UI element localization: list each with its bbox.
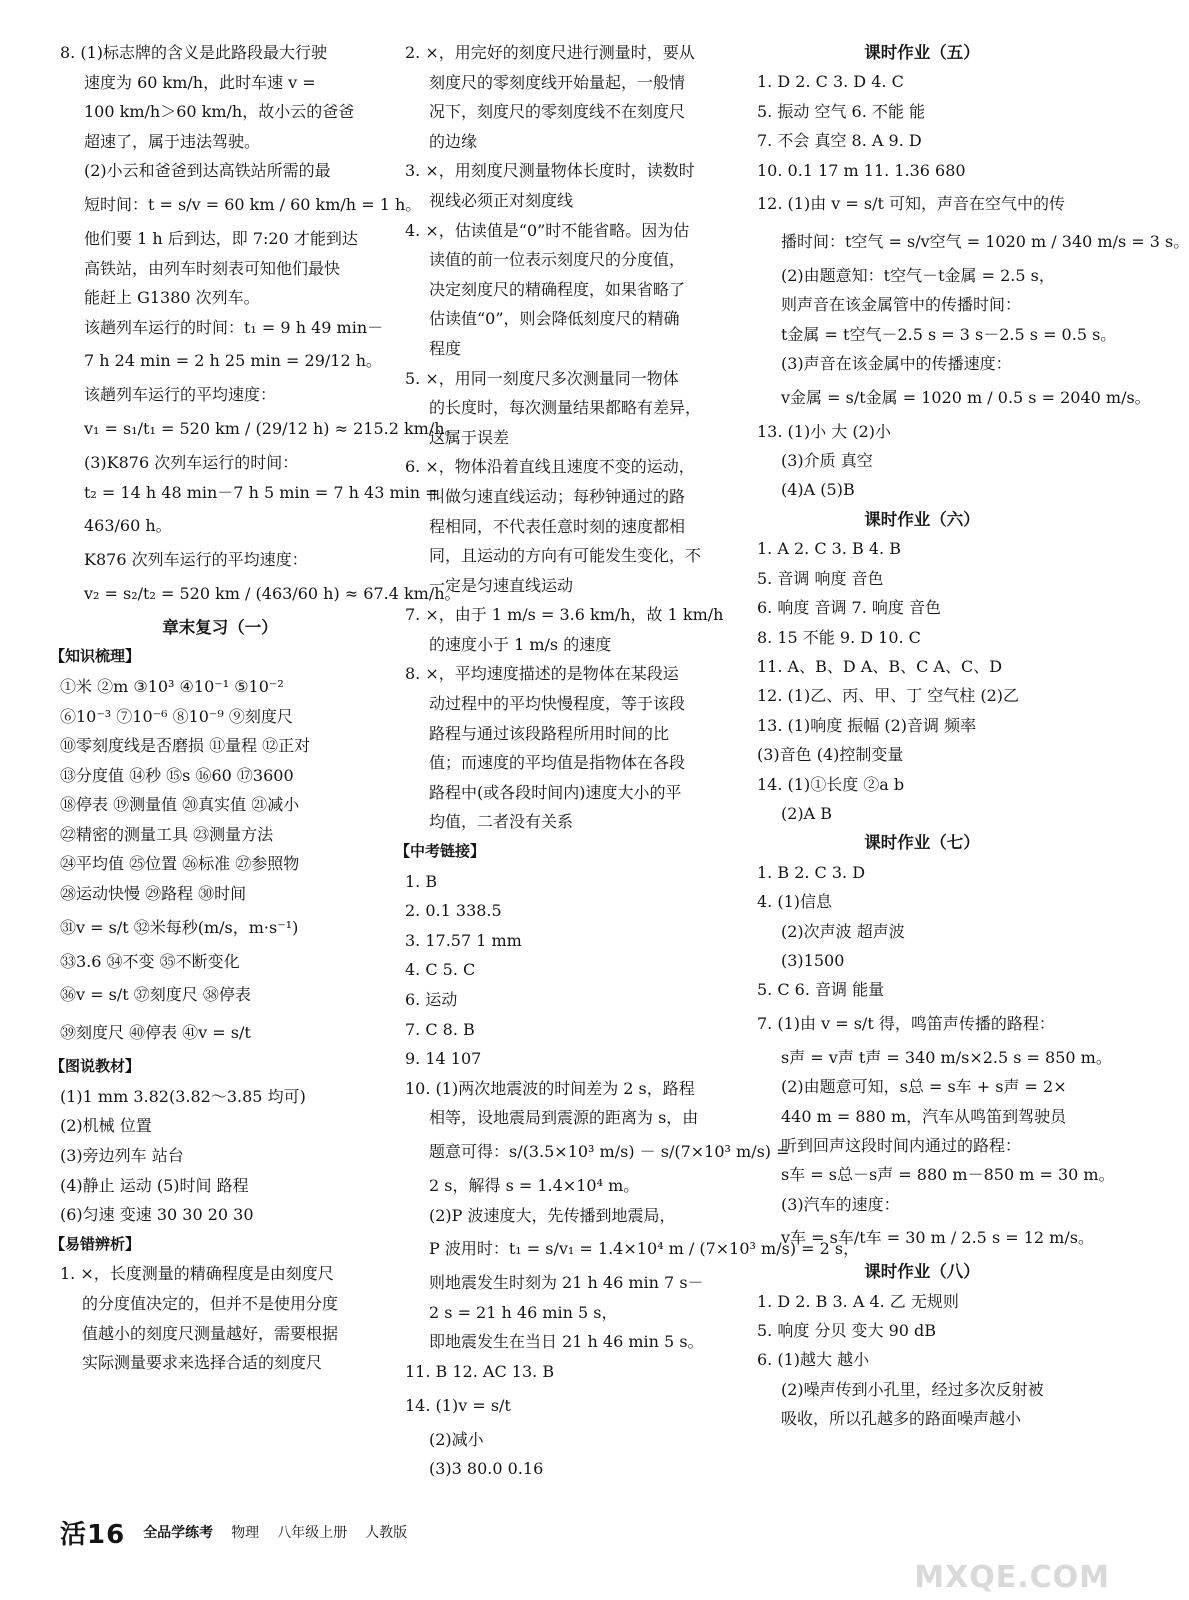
answer-line: 一定是匀速直线运动 [429, 575, 574, 595]
answer-line: 能赶上 G1380 次列车。 [84, 288, 260, 308]
answer-line: s车 = s总－s声 = 880 m－850 m = 30 m。 [781, 1165, 1115, 1185]
answer-line: 14. (1)v = s/t [405, 1395, 511, 1415]
answer-line: 3. ×，用刻度尺测量物体长度时，读数时 [405, 161, 695, 181]
answer-line: 6. (1)越大 越小 [757, 1350, 870, 1370]
answer-line: 7. C 8. B [405, 1019, 475, 1039]
answer-line: v₁ = s₁/t₁ = 520 km / (29/12 h) ≈ 215.2 km/h。 [84, 418, 461, 438]
answer-line: 吸收，所以孔越多的路面噪声越小 [781, 1409, 1022, 1429]
answer-line: 均值，二者没有关系 [429, 812, 574, 832]
answer-line: ⑩零刻度线是否磨损 ⑪量程 ⑫正对 [60, 736, 311, 756]
answer-line: 1. D 2. C 3. D 4. C [757, 72, 904, 92]
answer-line: 程相同，不代表任意时刻的速度都相 [429, 516, 686, 536]
answer-line: 1. ×，长度测量的精确程度是由刻度尺 [60, 1264, 334, 1284]
answer-line: ⑱停表 ⑲测量值 ⑳真实值 ㉑减小 [60, 795, 300, 815]
answer-line: 6. 响度 音调 7. 响度 音色 [757, 598, 941, 618]
answer-line: (4)静止 运动 (5)时间 路程 [60, 1175, 249, 1195]
answer-line: 路程与通过该段路程所用时间的比 [429, 723, 670, 743]
answer-line: 2 s，解得 s = 1.4×10⁴ m。 [429, 1175, 640, 1195]
answer-line: 5. ×，用同一刻度尺多次测量同一物体 [405, 368, 679, 388]
answer-line: (2)减小 [429, 1429, 484, 1449]
answer-line: 11. A、B、D A、B、C A、C、D [757, 656, 1003, 676]
answer-line: 程度 [429, 338, 462, 358]
answer-line: (3)旁边列车 站台 [60, 1146, 184, 1166]
answer-line: 7. (1)由 v = s/t 得，鸣笛声传播的路程： [757, 1013, 1055, 1033]
answer-line: (2)次声波 超声波 [781, 921, 905, 941]
answer-line: (3)介质 真空 [781, 451, 873, 471]
answer-line: 视线必须正对刻度线 [429, 190, 574, 210]
answer-line: 则声音在该金属管中的传播时间： [781, 295, 1022, 315]
answer-line: 6. 运动 [405, 990, 458, 1009]
answer-line: ㉝3.6 ㉞不变 ㉟不断变化 [60, 951, 240, 971]
subsection-heading: 【中考链接】 [395, 842, 486, 861]
subject-label: 物理 [231, 1525, 260, 1541]
page-number: 活16 [60, 1519, 126, 1550]
answer-line: 13. (1)响度 振幅 (2)音调 频率 [757, 715, 977, 735]
answer-line: 5. 音调 响度 音色 [757, 568, 884, 588]
answer-line: 2. ×，用完好的刻度尺进行测量时，要从 [405, 43, 695, 62]
answer-line: 路程中(或各段时间内)速度大小的平 [429, 782, 682, 802]
answer-line: 估读值“0”，则会降低刻度尺的精确 [429, 309, 680, 329]
answer-line: v金属 = s/t金属 = 1020 m / 0.5 s = 2040 m/s。 [781, 387, 1151, 407]
page-footer [60, 1512, 580, 1552]
answer-line: 刻度尺的零刻度线开始量起，一般情 [429, 72, 686, 92]
answer-line: 读值的前一位表示刻度尺的分度值， [429, 250, 686, 270]
answer-line: 短时间：t = s/v = 60 km / 60 km/h = 1 h。 [84, 194, 422, 214]
answer-line: 7. ×，由于 1 m/s = 3.6 km/h，故 1 km/h [405, 605, 724, 625]
answer-line: (3)声音在该金属中的传播速度： [781, 354, 1012, 374]
answer-line: 440 m = 880 m，汽车从鸣笛到驾驶员 [781, 1106, 1067, 1126]
answer-line: ①米 ②m ③10³ ④10⁻¹ ⑤10⁻² [60, 676, 284, 696]
subsection-heading: 【图说教材】 [50, 1057, 141, 1076]
answer-line: 7. 不会 真空 8. A 9. D [757, 131, 922, 151]
answer-line: 高铁站，由列车时刻表可知他们最快 [84, 258, 341, 278]
answer-line: 1. B 2. C 3. D [757, 862, 866, 882]
answer-line: 463/60 h。 [84, 516, 172, 536]
answer-line: v₂ = s₂/t₂ = 520 km / (463/60 h) ≈ 67.4 km/h。 [84, 583, 461, 603]
answer-line: 12. (1)乙、丙、甲、丁 空气柱 (2)乙 [757, 686, 1020, 706]
answer-line: 10. 0.1 17 m 11. 1.36 680 [757, 160, 966, 180]
answer-column-3 [757, 38, 1189, 1434]
answer-line: (3)3 80.0 0.16 [429, 1459, 544, 1479]
answer-line: ㊱v = s/t ㊲刻度尺 ㊳停表 [60, 985, 251, 1005]
section-heading: 课时作业（五） [864, 43, 980, 62]
answer-line: P 波用时：t₁ = s/v₁ = 1.4×10⁴ m / (7×10³ m/s) = 2 s， [429, 1239, 860, 1259]
answer-line: 速度为 60 km/h，此时车速 v = [84, 72, 316, 92]
answer-line: 10. (1)两次地震波的时间差为 2 s，路程 [405, 1078, 695, 1098]
answer-line: ⑬分度值 ⑭秒 ⑮s ⑯60 ⑰3600 [60, 765, 294, 785]
answer-line: 题意可得：s/(3.5×10³ m/s) － s/(7×10³ m/s) = [429, 1141, 790, 1161]
answer-line: 9. 14 107 [405, 1049, 482, 1069]
answer-line: 2. 0.1 338.5 [405, 901, 502, 921]
answer-line: (2)由题意知：t空气－t金属 = 2.5 s， [781, 266, 1055, 286]
answer-line: (4)A (5)B [781, 480, 855, 500]
grade-label: 八年级上册 [277, 1525, 348, 1541]
section-heading: 课时作业（八） [864, 1262, 980, 1282]
answer-line: 该趟列车运行的平均速度： [84, 385, 277, 405]
answer-line: 的分度值决定的，但并不是使用分度 [82, 1294, 339, 1313]
answer-line: 2 s = 21 h 46 min 5 s， [429, 1302, 618, 1322]
answer-line: 的速度小于 1 m/s 的速度 [429, 634, 612, 654]
answer-line: s声 = v声 t声 = 340 m/s×2.5 s = 850 m。 [781, 1047, 1112, 1067]
answer-line: 12. (1)由 v = s/t 可知，声音在空气中的传 [757, 194, 1066, 214]
answer-line: 相等，设地震局到震源的距离为 s，由 [429, 1108, 699, 1128]
answer-line: 这属于误差 [429, 427, 510, 447]
answer-line: 值越小的刻度尺测量越好，需要根据 [82, 1323, 339, 1343]
answer-line: 11. B 12. AC 13. B [405, 1361, 555, 1381]
section-heading: 课时作业（七） [864, 833, 980, 853]
section-heading: 章末复习（一） [162, 617, 278, 637]
answer-line: (3)音色 (4)控制变量 [757, 745, 904, 765]
edition-label: 人教版 [365, 1525, 408, 1541]
answer-line: ⑥10⁻³ ⑦10⁻⁶ ⑧10⁻⁹ ⑨刻度尺 [60, 706, 293, 726]
answer-line: (1)1 mm 3.82(3.82～3.85 均可) [60, 1086, 306, 1106]
answer-line: 超速了，属于违法驾驶。 [84, 131, 261, 151]
answer-line: (3)汽车的速度： [781, 1194, 900, 1214]
answer-line: 4. (1)信息 [757, 892, 833, 912]
answer-line: ㉔平均值 ㉕位置 ㉖标准 ㉗参照物 [60, 854, 300, 874]
answer-line: 5. 响度 分贝 变大 90 dB [757, 1321, 937, 1341]
answer-line: 4. C 5. C [405, 960, 476, 980]
answer-line: (2)机械 位置 [60, 1116, 152, 1136]
answer-line: (3)1500 [781, 950, 845, 970]
answer-line: (2)A B [781, 803, 833, 823]
answer-line: 5. C 6. 音调 能量 [757, 980, 885, 1000]
answer-line: ㉒精密的测量工具 ㉓测量方法 [60, 824, 274, 844]
answer-line: ㉘运动快慢 ㉙路程 ㉚时间 [60, 884, 247, 904]
answer-line: (2)小云和爸爸到达高铁站所需的最 [84, 161, 331, 181]
subsection-heading: 【易错辨析】 [50, 1234, 141, 1253]
answer-line: 决定刻度尺的精确程度，如果省略了 [429, 279, 686, 299]
answer-line: 100 km/h＞60 km/h，故小云的爸爸 [84, 102, 355, 122]
answer-line: (2)P 波速度大，先传播到地震局， [429, 1205, 676, 1225]
watermark: MXQE.COM [914, 1560, 1110, 1595]
answer-line: K876 次列车运行的平均速度： [84, 550, 308, 570]
answer-line: 值；而速度的平均值是指物体在各段 [429, 753, 686, 773]
answer-line: 14. (1)①长度 ②a b [757, 774, 905, 794]
answer-line: t金属 = t空气－2.5 s = 3 s－2.5 s = 0.5 s。 [781, 324, 1117, 344]
answer-line: 3. 17.57 1 mm [405, 930, 522, 950]
answer-line: 听到回声这段时间内通过的路程： [781, 1136, 1022, 1155]
answer-line: 5. 振动 空气 6. 不能 能 [757, 101, 925, 121]
answer-line: 该趟列车运行的时间：t₁ = 9 h 49 min－ [84, 317, 384, 337]
answer-line: 的边缘 [429, 131, 478, 151]
answer-line: 叫做匀速直线运动；每秒钟通过的路 [429, 486, 686, 506]
answer-line: 7 h 24 min = 2 h 25 min = 29/12 h。 [84, 351, 383, 371]
answer-line: 实际测量要求来选择合适的刻度尺 [82, 1353, 323, 1373]
book-series: 全品学练考 [143, 1525, 214, 1541]
answer-line: 8. (1)标志牌的含义是此路段最大行驶 [60, 43, 328, 62]
answer-line: 1. D 2. B 3. A 4. 乙 无规则 [757, 1291, 959, 1311]
answer-line: 1. B [405, 871, 438, 891]
answer-line: 即地震发生在当日 21 h 46 min 5 s。 [429, 1332, 704, 1352]
answer-line: 况下，刻度尺的零刻度线不在刻度尺 [429, 102, 686, 122]
section-heading: 课时作业（六） [864, 509, 980, 529]
answer-line: ㉛v = s/t ㉜米每秒(m/s，m·s⁻¹) [60, 917, 299, 937]
answer-line: 播时间：t空气 = s/v空气 = 1020 m / 340 m/s = 3 s。 [781, 232, 1189, 252]
answer-line: 1. A 2. C 3. B 4. B [757, 539, 901, 559]
answer-line: (3)K876 次列车运行的时间： [84, 452, 299, 472]
answer-line: 动过程中的平均快慢程度，等于该段 [429, 694, 686, 714]
answer-line: 13. (1)小 大 (2)小 [757, 421, 892, 441]
answer-line: 8. ×，平均速度描述的是物体在某段运 [405, 664, 679, 684]
answer-line: t₂ = 14 h 48 min－7 h 5 min = 7 h 43 min = [84, 482, 439, 502]
answer-line: ㊴刻度尺 ㊵停表 ㊶v = s/t [60, 1023, 251, 1043]
answer-line: 同，且运动的方向有可能发生变化，不 [429, 546, 702, 566]
answer-line: (2)由题意可知，s总 = s车 + s声 = 2× [781, 1077, 1067, 1097]
answer-line: (2)噪声传到小孔里，经过多次反射被 [781, 1379, 1044, 1399]
answer-line: 8. 15 不能 9. D 10. C [757, 627, 921, 647]
answer-line: 他们要 1 h 后到达，即 7:20 才能到达 [84, 228, 358, 248]
answer-line: 则地震发生时刻为 21 h 46 min 7 s－ [429, 1273, 704, 1293]
answer-line: (6)匀速 变速 30 30 20 30 [60, 1205, 254, 1225]
answer-line: 6. ×，物体沿着直线且速度不变的运动， [405, 457, 695, 477]
answer-line: 4. ×，估读值是“0”时不能省略。因为估 [405, 220, 690, 240]
answer-line: v车 = s车/t车 = 30 m / 2.5 s = 12 m/s。 [781, 1228, 1094, 1248]
answer-line: 的长度时，每次测量结果都略有差异， [429, 398, 702, 418]
subsection-heading: 【知识梳理】 [50, 647, 141, 666]
